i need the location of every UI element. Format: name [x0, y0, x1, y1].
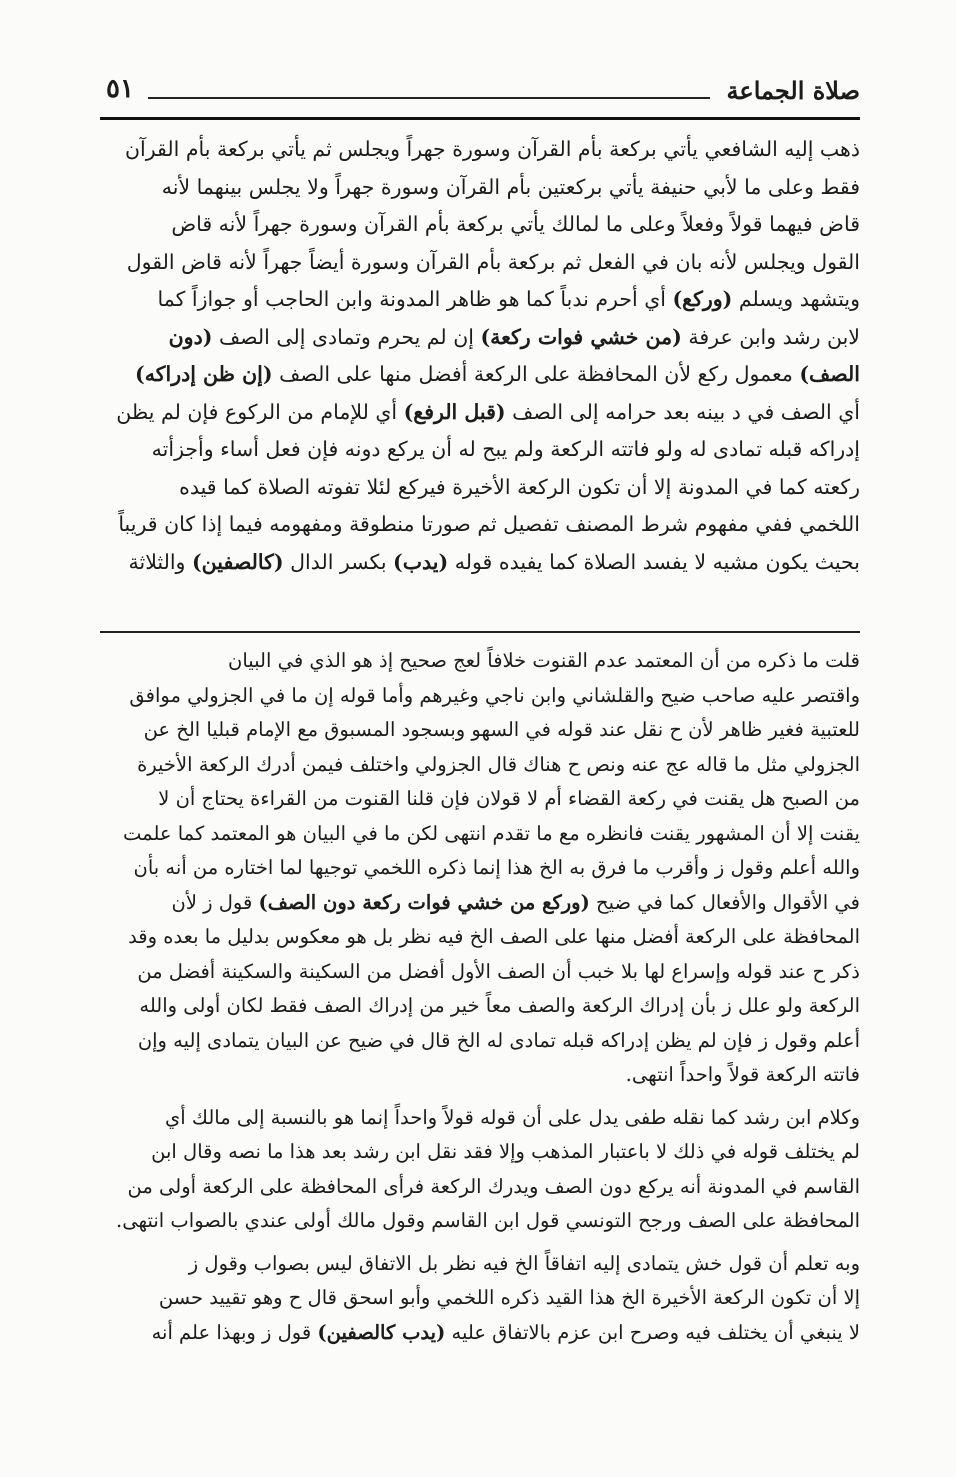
header-dash-line	[148, 97, 710, 99]
text-run: ركعته كما في المدونة إلا أن تكون الركعة الأخيرة فيركع لئلا تفوته الصلاة كما قيده	[179, 474, 860, 499]
header-rule	[100, 117, 860, 120]
text-run: يقنت إلا أن المشهور يقنت فانظره مع ما تقدم انتهى لكن ما في البيان هو المعتمد كما علمت	[123, 821, 860, 845]
bold-quote: (وركع من خشي فوات ركعة دون الصف)	[258, 890, 590, 914]
text-run: فقط وعلى ما لأبي حنيفة يأتي بركعتين بأم القرآن وسورة جهراً ولا يجلس بينهما لأنه	[161, 174, 860, 199]
text-line	[100, 1101, 860, 1136]
bold-quote: (يدب)	[393, 549, 449, 574]
text-line	[100, 817, 860, 852]
text-run: إن لم يحرم وتمادى إلى الصف	[212, 324, 481, 349]
text-run: قلت ما ذكره من أن المعتمد عدم القنوت خلافاً لعج صحيح إذ هو الذي في البيان	[228, 649, 860, 672]
text-run: وبه تعلم أن قول خش يتمادى إليه اتفاقاً الخ فيه نظر بل الاتفاق ليس بصواب وقول ز	[188, 1251, 860, 1275]
text-run: من الصبح هل يقنت في ركعة القضاء أم لا قولان فإن قلنا القنوت من القراءة يحتاج أن لا	[158, 787, 860, 810]
text-line	[100, 544, 860, 582]
text-run: اللخمي ففي مفهوم شرط المصنف تفصيل ثم صورتا منطوقة ومفهومه فيما إذا كان قريباً	[118, 512, 860, 536]
text-line	[100, 394, 860, 432]
paragraph-gap	[100, 1093, 860, 1101]
text-line	[100, 131, 860, 169]
text-run: فاتته الركعة قولاً واحداً انتهى.	[625, 1063, 860, 1086]
text-run: إدراكه قبله تمادى له ولو فاتته الركعة ولم يبح له أن يركع دونه فإن فعل أساء وأجزأته	[151, 437, 860, 461]
bold-quote: (كالصفين)	[191, 549, 284, 574]
text-run: أي الصف في د بينه بعد حرامه إلى الصف	[505, 399, 860, 424]
text-line	[100, 319, 860, 357]
text-line	[100, 713, 860, 748]
text-run: المحافظة على الركعة أفضل منها على الصف الخ فيه نظر بل هو معكوس بدليل ما بعده وقد	[128, 925, 860, 948]
bold-quote: (إن ظن إدراكه)	[135, 362, 273, 386]
text-line	[100, 431, 860, 469]
text-line	[100, 1058, 860, 1093]
main-text	[100, 131, 860, 581]
page-header	[100, 74, 860, 114]
text-run: أي للإمام من الركوع فإن لم يظن	[116, 399, 404, 424]
bold-quote: (يدب كالصفين)	[317, 1320, 446, 1344]
text-line	[100, 920, 860, 955]
text-run: قول ز وبهذا علم أنه	[151, 1320, 318, 1344]
text-line	[100, 851, 860, 886]
text-line	[100, 679, 860, 714]
text-run: والثلاثة	[128, 549, 192, 574]
bold-quote: (من خشي فوات ركعة)	[480, 324, 682, 349]
text-line	[100, 782, 860, 817]
text-run: بكسر الدال	[283, 549, 394, 574]
footnotes	[100, 644, 860, 1350]
text-run: في الأقوال والأفعال كما في ضيح	[589, 890, 860, 914]
text-line	[100, 1316, 860, 1351]
running-title: صلاة الجماعة	[726, 76, 860, 105]
text-line	[100, 1135, 860, 1170]
text-run: القاسم في المدونة أنه يركع دون الصف ويدرك الركعة فرأى المحافظة على الركعة أولى من	[127, 1174, 860, 1198]
text-line	[100, 206, 860, 244]
text-run: بحيث يكون مشيه لا يفسد الصلاة كما يفيده قوله	[448, 549, 860, 574]
text-line	[100, 1204, 860, 1239]
bold-quote: (قبل الرفع)	[403, 399, 506, 424]
text-line	[100, 886, 860, 921]
text-run: إلا أن تكون الركعة الأخيرة الخ هذا القيد ذكره اللخمي وأبو اسحق قال ح وهو تقييد حسن	[158, 1286, 860, 1309]
paragraph-gap	[100, 1239, 860, 1247]
text-line	[100, 989, 860, 1024]
text-line	[100, 469, 860, 507]
text-run: واقتصر عليه صاحب ضيح والقلشاني وابن ناجي وغيرهم وأما قوله إن ما في الجزولي موافق	[129, 683, 860, 707]
bold-quote: (دون	[168, 324, 213, 349]
text-run: للعتبية فغير ظاهر لأن ح نقل عند قوله في السهو وبسجود المسبوق مع الإمام قبليا الخ عن	[143, 718, 860, 741]
text-run: أعلم وقول ز فإن لم يظن إدراكه قبله تمادى له الخ قال في ضيح عن البيان يتمادى إليه وإن	[137, 1028, 860, 1052]
text-run: لا ينبغي أن يختلف فيه وصرح ابن عزم بالاتفاق عليه	[445, 1320, 860, 1344]
text-line	[100, 356, 860, 394]
text-run: الركعة ولو علل ز بأن إدراك الركعة والصف معاً خير من إدراك الصف فقط لكان أولى والله	[139, 994, 860, 1017]
text-run: ذهب إليه الشافعي يأتي بركعة بأم القرآن وسورة جهراً ويجلس ثم يأتي بركعة بأم القرآن	[124, 137, 860, 161]
page-number: ٥١	[106, 74, 134, 104]
text-line	[100, 169, 860, 207]
text-run: أي أحرم ندباً كما هو ظاهر المدونة وابن الحاجب أو جوازاً كما	[157, 287, 673, 311]
text-run: والله أعلم وقول ز وأقرب ما فرق به الخ هذا إنما ذكره اللخمي توجيها لما اختاره من أنه بأن	[133, 856, 860, 879]
text-run: معمول ركع لأن المحافظة على الركعة أفضل منها على الصف	[272, 362, 800, 386]
text-line	[100, 281, 860, 319]
text-run: الجزولي مثل ما قاله عج عنه ونص ح هناك قال الجزولي واختلف فيمن أدرك الركعة الأخيرة	[137, 752, 860, 776]
text-line	[100, 748, 860, 783]
text-line	[100, 1024, 860, 1059]
text-run: ذكر ح عند قوله وإسراع لها بلا خبب أن الصف الأول أفضل من السكينة والسكينة أفضل من	[137, 959, 860, 983]
bold-quote: (وركع)	[672, 287, 733, 311]
text-run: لابن رشد وابن عرفة	[681, 324, 860, 349]
text-run: لم يختلف قوله في ذلك لا باعتبار المذهب وإلا فقد نقل ابن رشد بعد هذا ما نصه وقال ابن	[151, 1140, 860, 1163]
text-run: ويتشهد ويسلم	[732, 287, 860, 311]
text-line	[100, 244, 860, 282]
text-line	[100, 644, 860, 679]
text-run: المحافظة على الصف ورجح التونسي قول ابن القاسم وقول مالك أولى عندي بالصواب انتهى.	[116, 1209, 860, 1232]
text-line	[100, 1281, 860, 1316]
text-line	[100, 1170, 860, 1205]
text-run: قاض فيهما قولاً وفعلاً وعلى ما لمالك يأتي بركعة بأم القرآن وسورة جهراً لأنه قاض	[171, 212, 860, 236]
text-line	[100, 1247, 860, 1282]
bold-quote: الصف)	[799, 362, 860, 386]
text-line	[100, 955, 860, 990]
text-run: وكلام ابن رشد كما نقله طفى يدل على أن قوله قولاً واحداً إنما هو بالنسبة إلى مالك أي	[165, 1105, 860, 1129]
text-run: القول ويجلس لأنه بان في الفعل ثم بركعة بأم القرآن وسورة أيضاً جهراً لأنه قاض القول	[126, 249, 860, 274]
text-line	[100, 506, 860, 544]
text-run: قول ز لأن	[171, 890, 259, 914]
footnote-separator	[100, 631, 860, 633]
